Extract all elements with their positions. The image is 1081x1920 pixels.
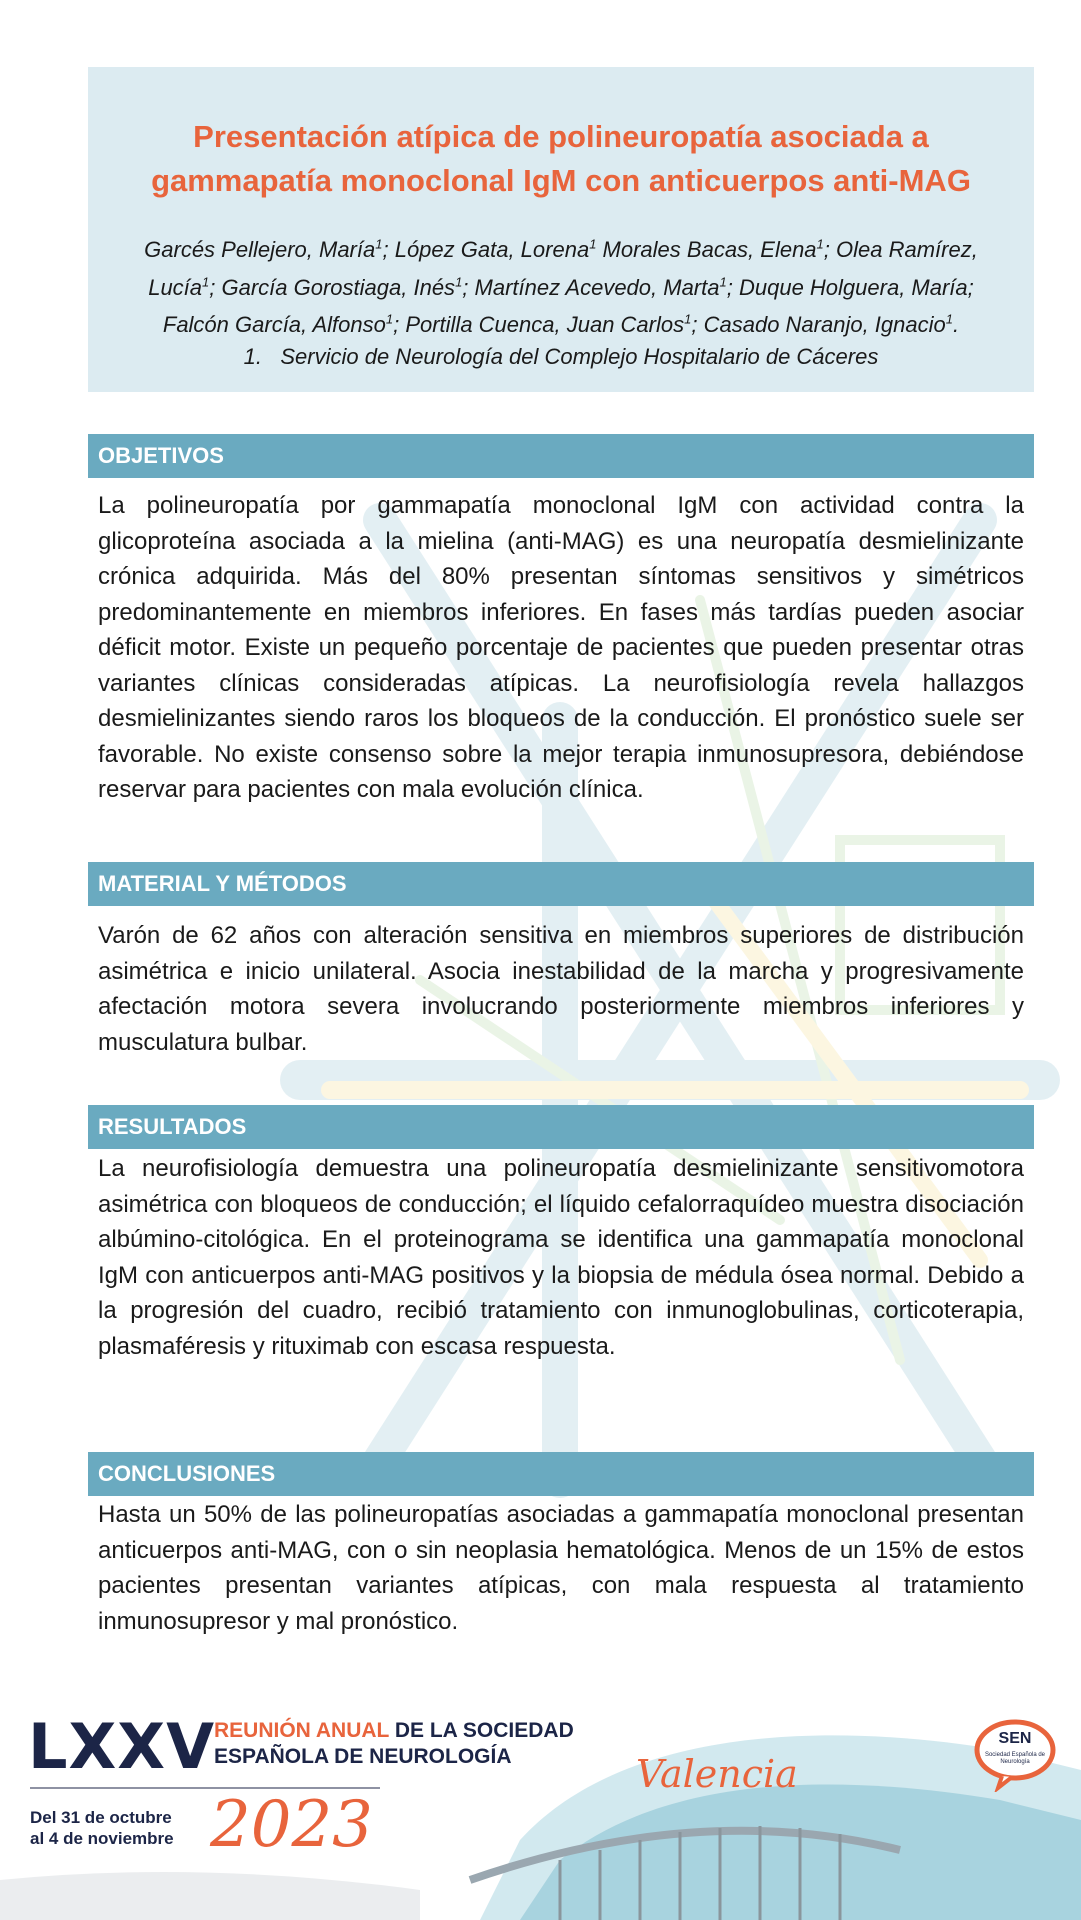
- header-box: [88, 67, 1034, 392]
- meeting-line1-dark: DE LA SOCIEDAD: [389, 1719, 574, 1742]
- dates-line2: al 4 de noviembre: [30, 1829, 174, 1848]
- dates-line1: Del 31 de octubre: [30, 1808, 172, 1827]
- author-list: [128, 229, 994, 341]
- author: López Gata, Lorena$^1$: [394, 237, 597, 263]
- author: Martínez Acevedo, Marta$^1$;: [474, 274, 739, 300]
- author: Portilla Cuenca, Juan Carlos$^1$;: [405, 311, 704, 337]
- author: Duque Holguera, María;: [738, 274, 974, 300]
- section-heading-resultados: RESULTADOS: [88, 1105, 1034, 1149]
- section-text-conclusiones: Hasta un 50% de las polineuropatías asociadas a gammapatía monoclonal presentan anticuerpos anti-MAG, con o sin neoplasia hematológica. Menos de un 15% de estos pacientes presentan variantes atípicas, con mala respuesta al tratamiento inmunosupresor y mal pronóstico.: [98, 1501, 1024, 1635]
- author: García Gorostiaga, Inés$^1$;: [221, 274, 475, 300]
- section-heading-objetivos: OBJETIVOS: [88, 434, 1034, 478]
- meeting-name: [214, 1718, 574, 1770]
- edition-number: LXXV: [28, 1710, 216, 1783]
- meeting-year: 2023: [210, 1788, 373, 1862]
- author: Casado Naranjo, Ignacio$^1$.: [703, 311, 960, 337]
- sen-logo-text: SEN: [998, 1730, 1032, 1747]
- section-heading-conclusiones: CONCLUSIONES: [88, 1452, 1034, 1496]
- meeting-line2: ESPAÑOLA DE NEUROLOGÍA: [214, 1745, 512, 1768]
- affiliation-number: 1.: [243, 343, 263, 369]
- sen-logo-subtext: Sociedad Española de Neurología: [984, 1752, 1046, 1765]
- section-text-resultados: La neurofisiología demuestra una polineuropatía desmielinizante sensitivomotora asimétrica con bloqueos de conducción; el líquido cefalorraquídeo muestra disociación albúmino-citológica. En el proteinograma se identifica una gammapatía monoclonal IgM con anticuerpos anti-MAG positivos y la biopsia de médula ósea normal. Debido a la progresión del cuadro, recibió tratamiento con inmunoglobulinas, corticoterapia, plasmaféresis y rituximab con escasa respuesta.: [98, 1155, 1024, 1360]
- section-text-material: Varón de 62 años con alteración sensitiva en miembros superiores de distribución asimétrica e inicio unilateral. Asocia inestabilidad de la marcha y progresivamente afectación motora severa involucrando posteriormente miembros inferiores y musculatura bulbar.: [98, 922, 1024, 1056]
- author: Olea Ramírez, Lucía$^1$;: [148, 237, 978, 300]
- meeting-dates: [30, 1807, 174, 1849]
- meeting-city: Valencia: [636, 1752, 798, 1796]
- author: Falcón García, Alfonso$^1$;: [162, 311, 406, 337]
- section-heading-material: MATERIAL Y MÉTODOS: [88, 862, 1034, 906]
- author: Morales Bacas, Elena$^1$;: [602, 237, 837, 263]
- affiliation: [128, 341, 994, 373]
- meeting-line1-orange: REUNIÓN ANUAL: [214, 1719, 390, 1742]
- affiliation-text: Servicio de Neurología del Complejo Hospitalario de Cáceres: [280, 343, 879, 369]
- footer-banner: [0, 1690, 1081, 1920]
- section-text-objetivos: La polineuropatía por gammapatía monoclonal IgM con actividad contra la glicoproteína asociada a la mielina (anti-MAG) es una neuropatía desmielinizante crónica adquirida. Más del 80% presentan síntomas sensitivos y simétricos predominantemente en miembros inferiores. En fases más tardías pueden asociar déficit motor. Existe un pequeño porcentaje de pacientes que pueden presentar otras variantes clínicas consideradas atípicas. La neurofisiología revela hallazgos desmielinizantes siendo raros los bloqueos de la conducción. El pronóstico suele ser favorable. No existe consenso sobre la mejor terapia inmunosupresora, debiéndose reservar para pacientes con mala evolución clínica.: [98, 492, 1024, 803]
- poster-title: Presentación atípica de polineuropatía asociada a gammapatía monoclonal IgM con anticuerpos anti-MAG: [151, 119, 971, 198]
- author: Garcés Pellejero, María$^1$;: [144, 237, 395, 263]
